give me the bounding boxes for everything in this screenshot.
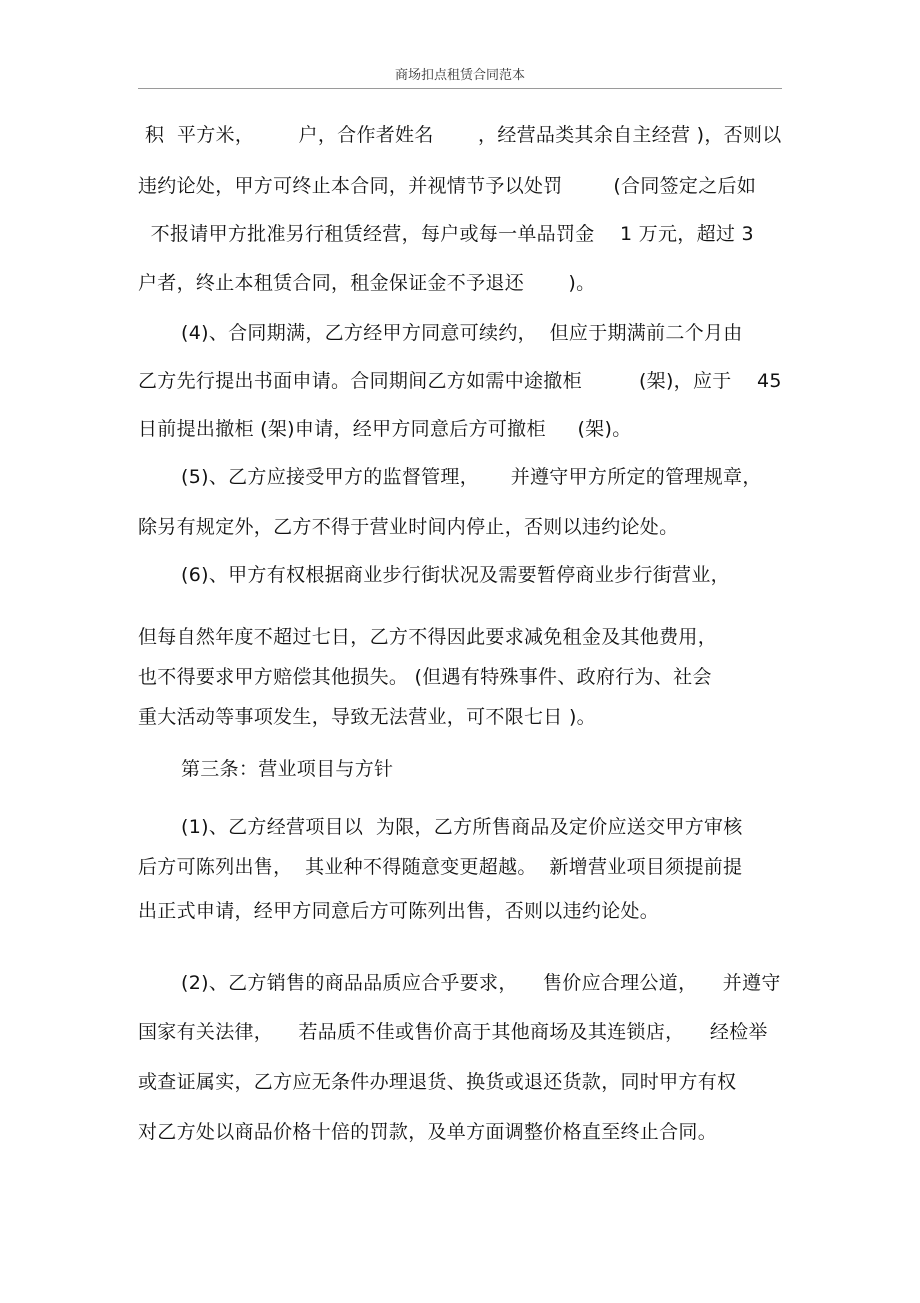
text-line: (1)、乙方经营项目以 为限，乙方所售商品及定价应送交甲方审核 [181,816,743,838]
text-line: 除另有规定外，乙方不得于营业时间内停止，否则以违约论处。 [138,516,679,538]
text-line: 但每自然年度不超过七日，乙方不得因此要求减免租金及其他费用， [138,626,718,648]
text-line: 或查证属实，乙方应无条件办理退货、换货或退还货款，同时甲方有权 [138,1071,737,1093]
text-line: 日前提出撤柜 (架)申请，经甲方同意后方可撤柜 (架)。 [138,418,632,440]
text-line: (2)、乙方销售的商品品质应合乎要求， 售价应合理公道， 并遵守 [181,972,781,994]
text-line: 对乙方处以商品价格十倍的罚款，及单方面调整价格直至终止合同。 [138,1121,718,1143]
text-line: (4)、合同期满，乙方经甲方同意可续约， 但应于期满前二个月由 [181,322,743,344]
text-line: 国家有关法律， 若品质不佳或售价高于其他商场及其连锁店， 经检举 [138,1021,768,1043]
text-line: 出正式申请，经甲方同意后方可陈列出售，否则以违约论处。 [138,900,660,922]
text-line: 乙方先行提出书面申请。合同期间乙方如需中途撤柜 (架)，应于 45 [138,370,782,392]
text-line: 积 平方米， 户，合作者姓名 ，经营品类其余自主经营 )，否则以 [145,124,782,146]
text-line: (5)、乙方应接受甲方的监督管理， 并遵守甲方所定的管理规章， [181,466,762,488]
text-line: 户者，终止本租赁合同，租金保证金不予退还 )。 [138,272,596,294]
text-line: 不报请甲方批准另行租赁经营，每户或每一单品罚金 1 万元，超过 3 [138,223,754,245]
header-rule [138,88,782,89]
section-heading: 第三条：营业项目与方针 [181,758,394,780]
text-line: 重大活动等事项发生，导致无法营业，可不限七日 )。 [138,706,596,728]
text-line: 违约论处，甲方可终止本合同，并视情节予以处罚 (合同签定之后如 [138,175,757,197]
text-line: 后方可陈列出售， 其业种不得随意变更超越。 新增营业项目须提前提 [138,856,743,878]
text-line: 也不得要求甲方赔偿其他损失。 (但遇有特殊事件、政府行为、社会 [138,666,712,688]
text-line: (6)、甲方有权根据商业步行街状况及需要暂停商业步行街营业， [181,564,730,586]
page-header: 商场扣点租赁合同范本 [394,68,525,83]
